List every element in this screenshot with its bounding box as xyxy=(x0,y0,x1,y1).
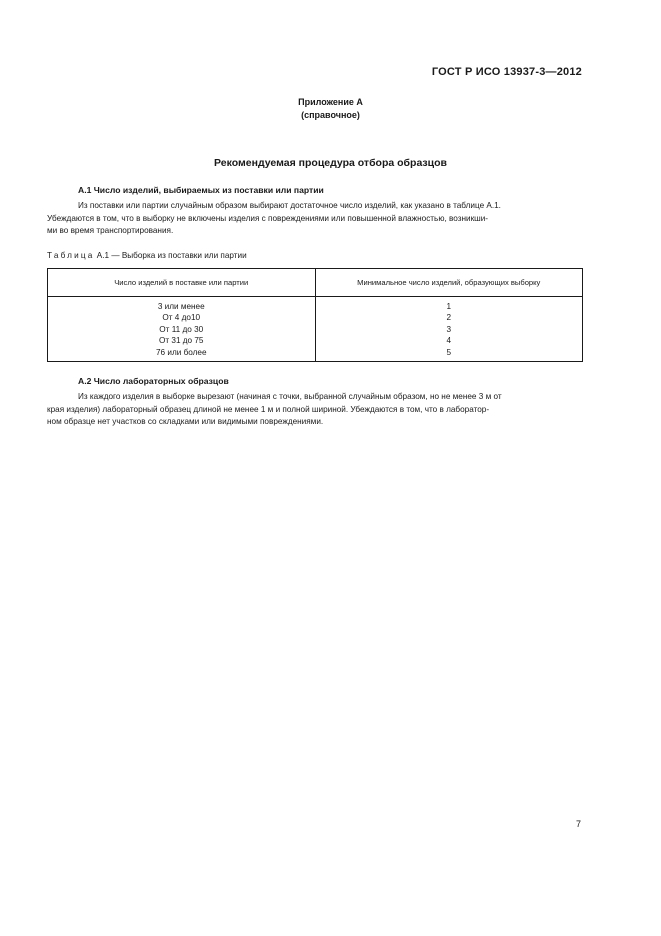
column-header: Число изделий в поставке или партии xyxy=(48,269,316,297)
paragraph-line: края изделия) лабораторный образец длиной не менее 1 м и полной шириной. Убеждаются в том, что в лаборатор- xyxy=(47,404,490,414)
page-number: 7 xyxy=(575,819,581,829)
cell-value: 76 или более xyxy=(155,347,207,357)
table-header-row xyxy=(48,269,583,297)
appendix-subtitle: (справочное) xyxy=(301,110,360,120)
cell-value: От 4 до10 xyxy=(162,313,201,323)
paragraph-line: Убеждаются в том, что в выборку не включены изделия с повреждениями или повышенной влажностью, возникши- xyxy=(47,213,489,223)
paragraph-line: Из поставки или партии случайным образом выбирают достаточное число изделий, как указано в таблице А.1. xyxy=(78,201,501,210)
paragraph-line: ном образце нет участков со складками или видимыми повреждениями. xyxy=(47,417,324,426)
paragraph-line: ми во время транспортирования. xyxy=(47,226,174,235)
appendix-heading xyxy=(0,96,661,122)
cell-value: 2 xyxy=(446,313,452,323)
appendix-title: Приложение А xyxy=(298,97,363,107)
document-code: ГОСТ Р ИСО 13937-3—2012 xyxy=(431,66,582,78)
table-row xyxy=(48,297,583,362)
cell-value: От 11 до 30 xyxy=(159,324,204,334)
cell-value: От 31 до 75 xyxy=(159,336,204,346)
cell-value: 5 xyxy=(446,347,452,357)
table-caption-label: Таблица xyxy=(47,251,95,260)
cell-value: 4 xyxy=(446,336,452,346)
column-header: Минимальное число изделий, образующих выборку xyxy=(315,269,583,297)
cell-value: 3 или менее xyxy=(157,302,205,311)
table-cell-lot-size xyxy=(48,297,316,362)
paragraph-line: Из каждого изделия в выборке вырезают (начиная с точки, выбранной случайным образом, но не менее 3 м от xyxy=(78,392,502,401)
section-a1-paragraph xyxy=(47,200,582,238)
table-caption-text: А.1 — Выборка из поставки или партии xyxy=(94,251,247,260)
section-a2-heading: А.2 Число лабораторных образцов xyxy=(78,376,229,386)
cell-value: 1 xyxy=(446,302,452,311)
section-a2-paragraph xyxy=(47,391,582,429)
sample-table xyxy=(47,268,583,362)
section-a1-heading: А.1 Число изделий, выбираемых из поставки или партии xyxy=(78,185,324,195)
cell-value: 3 xyxy=(446,324,452,334)
table-caption xyxy=(47,251,247,260)
table-cell-sample-size xyxy=(315,297,583,362)
main-title: Рекомендуемая процедура отбора образцов xyxy=(214,157,447,169)
